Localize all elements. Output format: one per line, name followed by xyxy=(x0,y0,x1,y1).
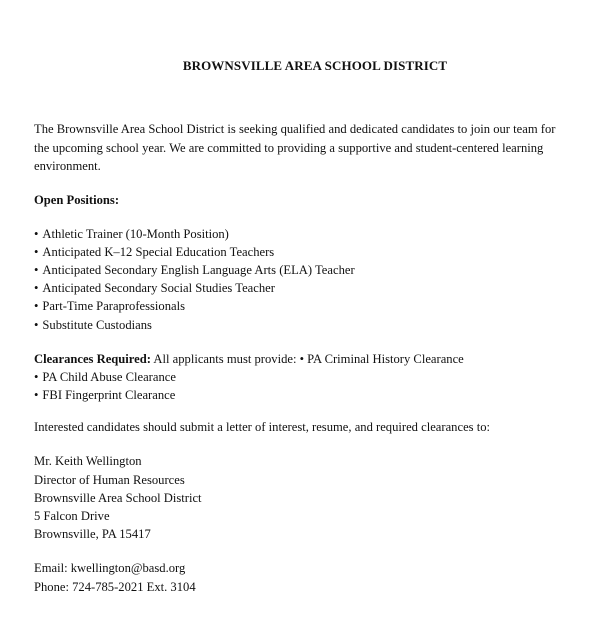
list-item: • Athletic Trainer (10-Month Position) xyxy=(34,225,570,243)
clearances-lead: All applicants must provide: • PA Criminal History Clearance xyxy=(150,351,464,366)
address-line: Brownsville Area School District xyxy=(34,490,202,505)
mailing-address xyxy=(34,452,570,543)
positions-heading: Open Positions: xyxy=(34,192,120,207)
email-line: Email: kwellington@basd.org xyxy=(34,561,186,576)
clearance-item: • PA Child Abuse Clearance xyxy=(34,368,570,386)
list-item: • Part-Time Paraprofessionals xyxy=(34,297,570,315)
contact-info xyxy=(34,559,570,595)
list-item: • Substitute Custodians xyxy=(34,316,570,334)
clearances-label: Clearances Required: xyxy=(34,351,151,366)
address-line: Director of Human Resources xyxy=(34,472,185,487)
document-title: BROWNSVILLE AREA SCHOOL DISTRICT xyxy=(182,58,448,73)
submit-instructions: Interested candidates should submit a letter of interest, resume, and required clearances to: xyxy=(34,420,491,435)
list-item: • Anticipated Secondary Social Studies Teacher xyxy=(34,279,570,297)
address-line: Brownsville, PA 15417 xyxy=(34,527,151,542)
clearance-item: • FBI Fingerprint Clearance xyxy=(34,386,570,404)
clearances-section xyxy=(34,350,570,405)
phone-line: Phone: 724-785-2021 Ext. 3104 xyxy=(34,579,196,594)
list-item: • Anticipated Secondary English Language Arts (ELA) Teacher xyxy=(34,261,570,279)
address-line: 5 Falcon Drive xyxy=(34,508,110,523)
positions-list xyxy=(34,225,570,334)
address-line: Mr. Keith Wellington xyxy=(34,454,142,469)
list-item: • Anticipated K–12 Special Education Teachers xyxy=(34,243,570,261)
clearances-first-line xyxy=(34,350,570,368)
intro-paragraph: The Brownsville Area School District is seeking qualified and dedicated candidates to join our team for the upcoming school year. We are committed to providing a supportive and student-centered learning environment. xyxy=(34,122,556,173)
